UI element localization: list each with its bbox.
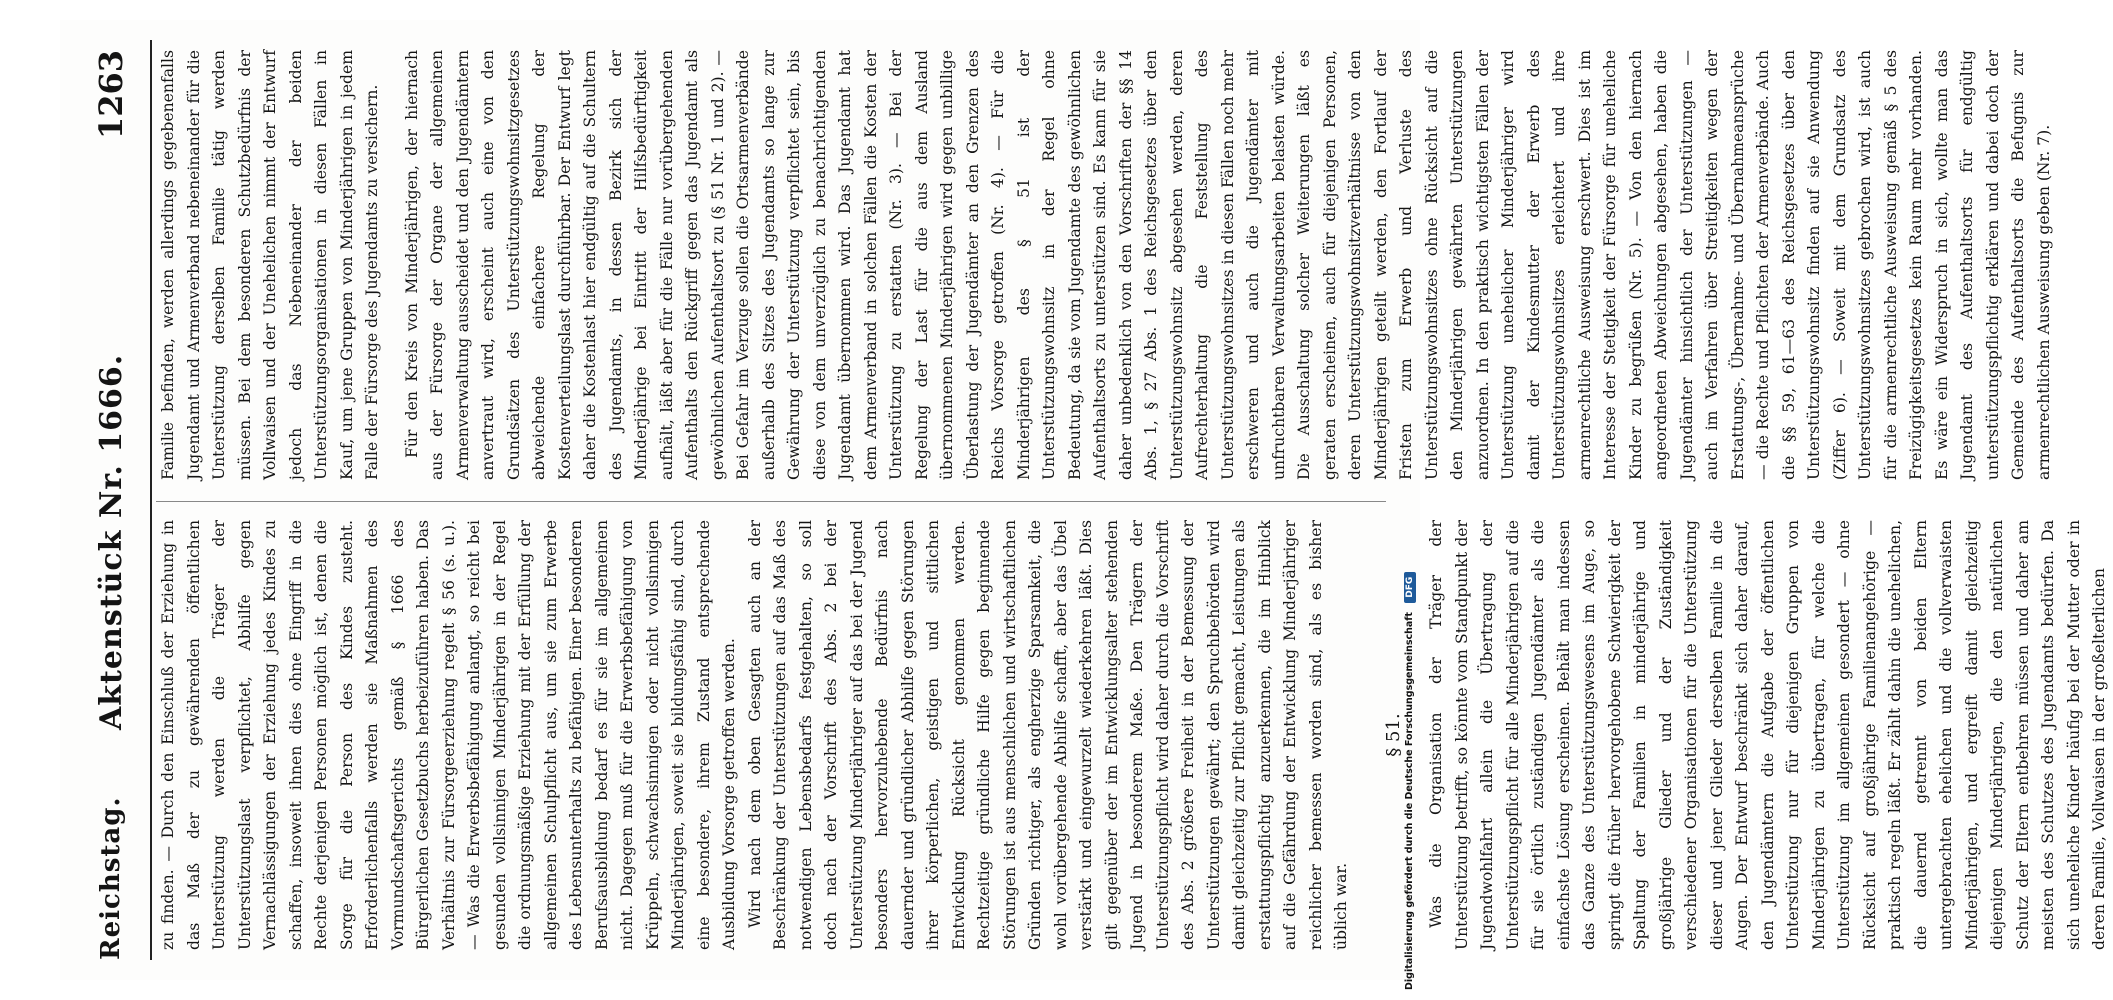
paragraph-gap bbox=[386, 50, 400, 480]
credit-text: Digitalisierung gefördert durch die Deutsche Forschungsgemeinschaft bbox=[1404, 612, 1415, 990]
column-divider bbox=[156, 501, 1386, 502]
header-document-number: Aktenstück Nr. 1666. bbox=[94, 353, 129, 730]
header-rule bbox=[150, 40, 152, 960]
page-header bbox=[78, 20, 138, 980]
left-paragraph-1: zu finden. — Durch den Einschluß der Erziehung in das Maß der zu gewährenden öffentlichen Unterstützung werden die Träger der Unterstützungslast verpflichtet, Abhilfe gegen Vernachlässigungen der Erziehung jedes Kindes zu schaffen, insoweit ihnen dies ohne Eingriff in die Rechte derjenigen Personen möglich ist, denen die Sorge für die Person des Kindes zusteht. Erforderlichenfalls werden sie Maßnahmen des Vormundschaftsgerichts gemäß § 1666 des Bürgerlichen Gesetzbuchs herbeizuführen haben. Das Verhältnis zur Fürsorgeerziehung regelt § 56 (s. u.). — Was die Erwerbsbefähigung anlangt, so reicht bei gesunden vollsinnigen Minderjährigen in der Regel die ordnungsmäßige Erziehung mit der Erfüllung der allgemeinen Schulpflicht aus, um sie zum Erwerbe des Lebensunterhalts zu befähigen. Einer besonderen Berufsausbildung bedarf es für sie im allgemeinen nicht. Dagegen muß für die Erwerbsbefähigung von Krüppeln, schwachsinnigen oder nicht vollsinnigen Minderjährigen, soweit sie bildungsfähig sind, durch eine besondere, ihrem Zustand entsprechende Ausbildung Vorsorge getroffen werden. bbox=[159, 520, 738, 950]
page-number: 1263 bbox=[92, 50, 130, 140]
left-paragraph-2: Wird nach dem oben Gesagten auch an der Beschränkung der Unterstützungen auf das Maß des notwendigen Lebensbedarfs festgehalten, so soll doch nach der Vorschrift des Abs. 2 bei der Unterstützung Minderjähriger auf das bei der Jugend besonders hervorzuhebende Bedürfnis nach dauernder und gründlicher Abhilfe gegen Störungen ihrer körperlichen, geistigen und sittlichen Entwicklung Rücksicht genommen werden. Rechtzeitige gründliche Hilfe gegen beginnende Störungen ist aus menschlichen und wirtschaftlichen Gründen richtiger, als engherzige Sparsamkeit, die wohl vorübergehende Abhilfe schafft, aber das Übel verstärkt und eingewurzelt wiederkehren läßt. Dies gilt gegenüber der im Entwicklungsalter stehenden Jugend in besonderem Maße. Den Trägern der Unterstützungspflicht wird daher durch die Vorschrift des Abs. 2 größere Freiheit in der Bemessung der Unterstützungen gewährt; den Spruchbehörden wird damit gleichzeitig zur Pflicht gemacht, Leistungen als erstattungspflichtig anzuerkennen, die im Hinblick auf die Gefährdung der Entwicklung Minderjähriger reichlicher bemessen worden sind, als es bisher üblich war. bbox=[745, 520, 1350, 950]
section-paragraph: Was die Organisation der Träger der Unterstützung betrifft, so könnte vom Standpunkt der Jugendwohlfahrt allein die Übertragung der Unterstützungspflicht für alle Minderjährigen auf die für sie örtlich zuständigen Jugendämter als die einfachste Lösung erscheinen. Behält man indessen das Ganze des Unterstützungswesens im Auge, so springt die früher hervorgehobene Schwierigkeit der Spaltung der Familien in minderjährige und großjährige Glieder und der Zuständigkeit verschiedener Organisationen für die Unterstützung dieser und jener Glieder derselben Familie in die Augen. Der Entwurf beschränkt sich daher darauf, den Jugendämtern die Aufgabe der öffentlichen Unterstützung nur für diejenigen Gruppen von Minderjährigen zu übertragen, für welche die Unterstützung im allgemeinen gesondert — ohne Rücksicht auf großjährige Familienangehörige — praktisch regeln läßt. Er zählt dahin die unehelichen, die dauernd getrennt von beiden Eltern untergebrachten ehelichen und die vollverwaisten Minderjährigen, und ergreift damit gleichzeitig diejenigen Minderjährigen, die den natürlichen Schutz der Eltern entbehren müssen und daher am meisten des Schutzes des Jugendamts bedürfen. Da sich uneheliche Kinder häufig bei der Mutter oder in deren Familie, Vollwaisen in der großelterlichen bbox=[1427, 520, 2108, 950]
document-page bbox=[60, 20, 2108, 980]
header-left-title: Reichstag. bbox=[96, 796, 126, 960]
dfg-logo: DFG bbox=[1404, 572, 1416, 603]
right-paragraph-1: Familie befinden, werden allerdings gegebenenfalls Jugendamt und Armenverband nebeneinander für die Unterstützung derselben Familie tätig werden müssen. Bei dem besonderen Schutzbedürfnis der Vollwaisen und der Unehelichen nimmt der Entwurf jedoch das Nebeneinander der beiden Unterstützungsorganisationen in diesen Fällen in Kauf, um jene Gruppen von Minderjährigen in jedem Falle der Fürsorge des Jugendamts zu versichern. bbox=[159, 50, 381, 480]
right-column bbox=[156, 50, 2057, 480]
left-column bbox=[156, 520, 2113, 950]
digitization-credit bbox=[1404, 10, 1416, 990]
section-title: § 51. bbox=[1382, 713, 1404, 757]
right-paragraph-2: Für den Kreis von Minderjährigen, der hiernach aus der Fürsorge der Organe der allgemeinen Armenverwaltung ausscheidet und den Jugendämtern anvertraut wird, erscheint auch eine von den Grundsätzen des Unterstützungswohnsitzgesetzes abweichende einfachere Regelung der Kostenverteilungslast durchführbar. Der Entwurf legt daher die Kostenlast hier endgültig auf die Schultern des Jugendamts, in dessen Bezirk sich der Minderjährige bei Eintritt der Hilfsbedürftigkeit aufhält, läßt aber für die Fälle nur vorübergehenden Aufenthalts den Rückgriff gegen das Jugendamt als gewöhnlichen Aufenthaltsort zu (§ 51 Nr. 1 und 2). — Bei Gefahr im Verzuge sollen die Ortsarmenverbände außerhalb des Sitzes des Jugendamts so lange zur Gewährung der Unterstützung verpflichtet sein, bis diese von dem unverzüglich zu benachrichtigenden Jugendamt übernommen wird. Das Jugendamt hat dem Armenverband in solchen Fällen die Kosten der Unterstützung zu erstatten (Nr. 3). — Bei der Regelung der Last für die aus dem Ausland übernommenen Minderjährigen wird gegen unbillige Überlastung der Jugendämter an den Grenzen des Reichs Vorsorge getroffen (Nr. 4). — Für die Minderjährigen des § 51 ist der Unterstützungswohnsitz in der Regel ohne Bedeutung, da sie vom Jugendamte des gewöhnlichen Aufenthaltsorts zu unterstützen sind. Es kann für sie daher unbedenklich von den Vorschriften der §§ 14 Abs. 1, § 27 Abs. 1 des Reichsgesetzes über den Unterstützungswohnsitz abgesehen werden, deren Aufrechterhaltung die Feststellung des Unterstützungswohnsitzes in diesen Fällen noch mehr erschweren und auch die Jugendämter mit unfruchtbaren Verwaltungsarbeiten belasten würde. Die Ausschaltung solcher Weiterungen läßt es geraten erscheinen, auch für diejenigen Personen, deren Unterstützungswohnsitzverhältnisse von den Minderjährigen geteilt werden, den Fortlauf der Fristen zum Erwerb und Verluste des Unterstützungswohnsitzes ohne Rücksicht auf die den Minderjährigen gewährten Unterstützungen anzuordnen. In den praktisch wichtigsten Fällen der Unterstützung unehelicher Minderjähriger wird damit der Kindesmutter der Erwerb des Unterstützungswohnsitzes erleichtert und ihre armenrechtliche Ausweisung erschwert. Dies ist im Interesse der Stetigkeit der Fürsorge für uneheliche Kinder zu begrüßen (Nr. 5). — Von den hiernach angeordneten Abweichungen abgesehen, haben die Jugendämter hinsichtlich der Unterstützungen — auch im Verfahren über Streitigkeiten wegen der Erstattungs-, Übernahme- und Übernahmeansprüche — die Rechte und Pflichten der Armenverbände. Auch die §§ 59, 61—63 des Reichsgesetzes über den Unterstützungswohnsitz finden auf sie Anwendung (Ziffer 6). — Soweit mit dem Grundsatz des Unterstützungswohnsitzes gebrochen wird, ist auch für die armenrechtliche Ausweisung gemäß § 5 des Freizügigkeitsgesetzes kein Raum mehr vorhanden. Es wäre ein Widerspruch in sich, wollte man das Jugendamt des Aufenthaltsorts für endgültig unterstützungspflichtig erklären und dabei doch der Gemeinde des Aufenthaltsorts die Befugnis zur armenrechtlichen Ausweisung geben (Nr. 7). bbox=[402, 50, 2053, 480]
